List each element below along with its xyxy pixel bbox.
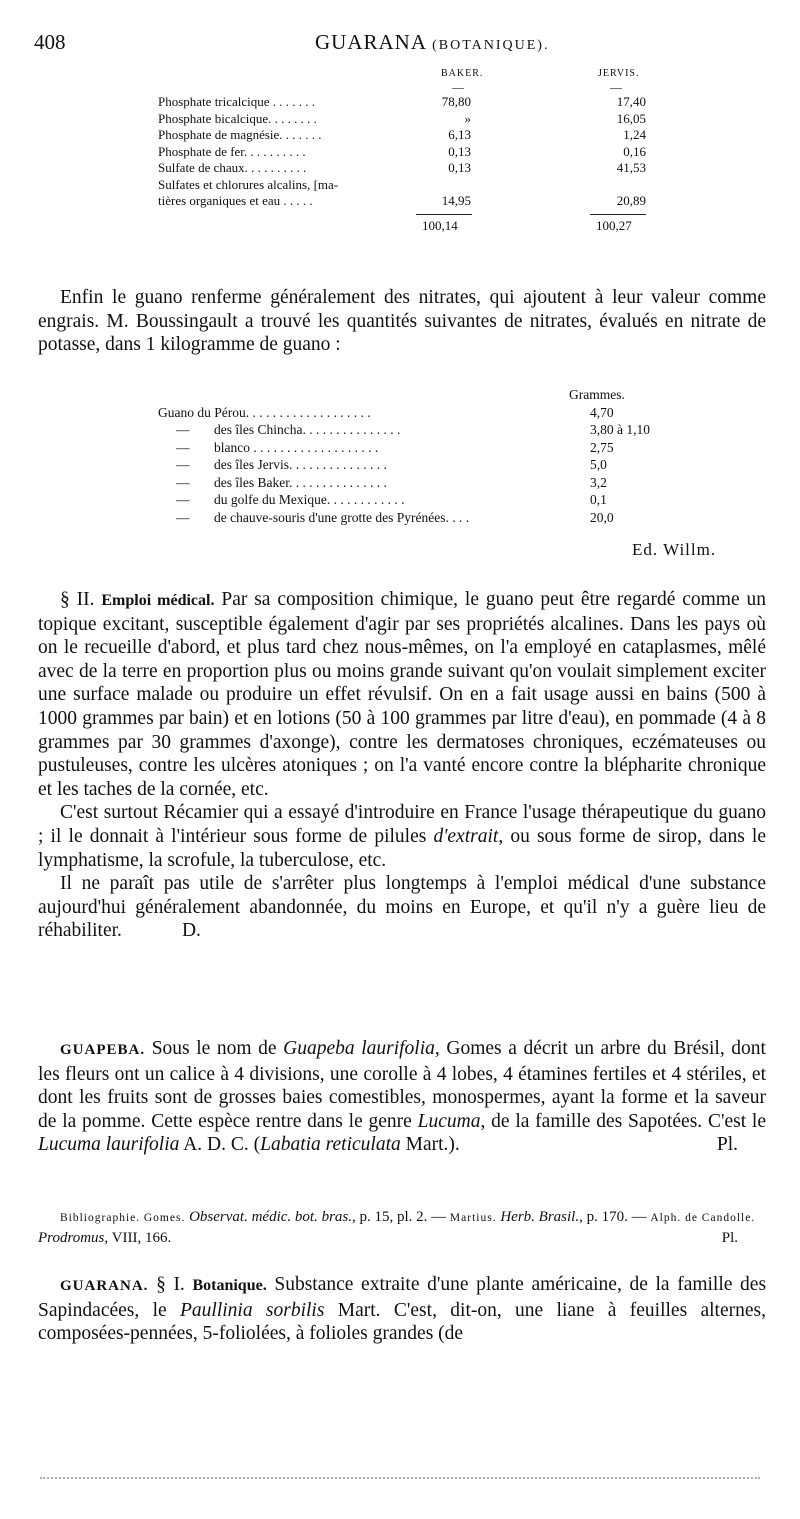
row-value-jervis: 20,89 [616, 193, 646, 208]
total-rule [590, 214, 646, 215]
section-emploi-medical [38, 588, 766, 943]
running-title-paren: (BOTANIQUE). [432, 38, 550, 53]
italic-term: Paullinia sorbilis [180, 1299, 325, 1321]
row-value: 5,0 [590, 457, 607, 472]
row-value: 3,80 à 1,10 [590, 422, 650, 437]
author-signature: D. [181, 920, 201, 942]
ditto-dash: — [176, 509, 190, 525]
paragraph-text: Mart. C'est, dit-on, une liane à feuilles alternes, composées-pennées, 5-foliolées, à folioles grandes (de [38, 1299, 766, 1345]
paragraph-text: Mart.). [400, 1134, 460, 1156]
paragraph [38, 1273, 766, 1346]
citation-author: Martius. [449, 1212, 497, 1224]
entry-guapeba [38, 1037, 766, 1157]
paragraph-text: C'est surtout Récamier qui a essayé d'introduire en France l'usage thérapeutique du guano ; il le donnait à l'intérieur sous forme de pilules [38, 802, 766, 847]
row-value-jervis: 1,24 [623, 127, 646, 142]
italic-term: Lucuma laurifolia [38, 1134, 180, 1156]
table-row [158, 456, 718, 474]
entry-guarana [38, 1273, 766, 1346]
composition-table [158, 64, 658, 232]
citation-title: Herb. Brasil. [500, 1209, 580, 1225]
row-value-baker: 14,95 [441, 193, 471, 208]
paragraph [38, 1037, 766, 1157]
table-row [158, 509, 718, 527]
col-dash: — [610, 80, 622, 94]
row-value: 4,70 [590, 404, 614, 420]
row-label: des îles Jervis. . . . . . . . . . . . . . . [214, 457, 387, 472]
table-row [158, 111, 658, 128]
total-baker: 100,14 [422, 217, 458, 233]
total-jervis: 100,27 [596, 217, 632, 233]
row-value: 20,0 [590, 509, 614, 525]
row-label: des îles Baker. . . . . . . . . . . . . . . [214, 474, 387, 490]
bibliography-text [38, 1207, 766, 1248]
section-heading: Emploi médical. [101, 592, 215, 609]
row-label: Phosphate bicalcique. . . . . . . . [158, 110, 317, 126]
row-value-baker: 6,13 [448, 127, 471, 142]
section-heading: Botanique. [192, 1277, 267, 1294]
italic-term: d'extrait [433, 825, 499, 847]
citation-text: , VIII, 166. [104, 1230, 172, 1246]
table-row [158, 127, 658, 144]
table-row [158, 144, 658, 161]
table-row [158, 404, 718, 422]
col-header-jervis: JERVIS. [598, 68, 640, 79]
row-value-jervis: 17,40 [616, 94, 646, 109]
paragraph-text: , Gomes a décrit un arbre du Brésil, dont les fleurs ont un calice à 4 divisions, une corolle à 4 lobes, 4 étamines fertiles et 4 stériles, et dont les fruits sont de grosses baies comestibles, monospermes, ayant la forme et la saveur de la pomme. Cette espèce rentre dans le genre [38, 1038, 766, 1132]
nitrate-table [158, 386, 718, 526]
page-footer-rule [40, 1477, 760, 1483]
row-value-jervis: 0,16 [623, 143, 646, 159]
table-row [158, 94, 658, 111]
table-row [158, 474, 718, 492]
citation-text: , p. 15, pl. 2. — [352, 1209, 450, 1225]
row-value: 0,1 [590, 492, 607, 507]
row-value-baker: 0,13 [448, 160, 471, 175]
author-signature: Pl. [716, 1134, 738, 1156]
row-label: Sulfate de chaux. . . . . . . . . . [158, 160, 307, 175]
bibliography-guapeba [38, 1207, 766, 1248]
page-header [30, 30, 770, 60]
table-unit-row [158, 386, 718, 404]
row-label: Guano du Pérou. . . . . . . . . . . . . . . . . . . [158, 404, 371, 420]
ditto-dash: — [176, 492, 190, 507]
row-label: blanco . . . . . . . . . . . . . . . . . . . [214, 439, 379, 455]
row-label: de chauve-souris d'une grotte des Pyrénées. . . . [214, 509, 470, 525]
section-marker: § II. [60, 589, 95, 610]
composition-table-header [158, 64, 658, 80]
italic-term: Lucuma [417, 1110, 481, 1132]
table-row [158, 177, 658, 194]
paragraph-text: , ou sous forme de sirop, dans le lymphatisme, la scrofule, la tuberculose, etc. [38, 825, 766, 871]
row-value-baker: 78,80 [441, 94, 471, 109]
row-label: Phosphate tricalcique . . . . . . . [158, 94, 316, 109]
col-dash-row [158, 80, 658, 94]
row-label: des îles Chincha. . . . . . . . . . . . . . . [214, 422, 401, 437]
italic-term: Labatia reticulata [260, 1134, 401, 1156]
citation-title: Prodromus [38, 1230, 105, 1246]
ditto-dash: — [176, 422, 190, 437]
row-label: Sulfates et chlorures alcalins, [ma- [158, 176, 339, 192]
total-rule [416, 214, 472, 215]
citation-title: Observat. médic. bot. bras. [189, 1209, 352, 1225]
bibliography-label: Bibliographie. [60, 1212, 141, 1224]
paragraph-text: , de la famille des Sapotées. C'est le [480, 1110, 766, 1132]
table-row [158, 439, 718, 457]
row-label: du golfe du Mexique. . . . . . . . . . . . [214, 492, 405, 507]
row-label: Phosphate de fer. . . . . . . . . . [158, 143, 306, 159]
italic-term: Guapeba laurifolia [283, 1038, 435, 1059]
running-title [315, 30, 549, 55]
unit-label: Grammes. [569, 387, 625, 402]
paragraph-text: Enfin le guano renferme généralement des nitrates, qui ajoutent à leur valeur comme engrais. M. Boussingault a trouvé les quantités suivantes de nitrates, évalués en nitrate de potasse, dans 1 kilogramme de guano : [38, 287, 766, 356]
row-value-jervis: 16,05 [616, 110, 646, 126]
row-label: tières organiques et eau . . . . . [158, 193, 313, 208]
row-value-baker: 0,13 [448, 143, 471, 159]
paragraph [38, 801, 766, 872]
col-dash: — [452, 80, 464, 94]
citation-text: , p. 170. — [579, 1209, 651, 1225]
table-row [158, 421, 718, 439]
row-label: Phosphate de magnésie. . . . . . . [158, 127, 322, 142]
paragraph [38, 588, 766, 801]
total-row [158, 210, 658, 232]
section-marker: § I. [156, 1274, 185, 1295]
paragraph-text: Il ne paraît pas utile de s'arrêter plus longtemps à l'emploi médical d'une substance aujourd'hui généralement abandonnée, du moins en Europe, et qu'il n'y a guère lieu de réhabiliter. [38, 873, 766, 942]
paragraph-nitrates [38, 286, 766, 357]
author-signature: Pl. [721, 1230, 738, 1246]
table-row [158, 160, 658, 177]
table-row [158, 491, 718, 509]
table-row [158, 193, 658, 210]
citation-author: Alph. de Candolle. [650, 1212, 756, 1224]
ditto-dash: — [176, 439, 190, 455]
paragraph-text: Substance extraite d'une plante américaine, de la famille des Sapindacées, le [38, 1274, 767, 1321]
running-title-main: GUARANA [315, 30, 426, 54]
paragraph [38, 872, 766, 943]
entry-heading: GUAPEBA. [60, 1042, 146, 1058]
author-signature: Ed. Willm. [632, 540, 717, 559]
paragraph-text: A. D. C. ( [179, 1134, 261, 1156]
row-value: 3,2 [590, 474, 607, 490]
citation-author: Gomes. [143, 1212, 186, 1224]
ditto-dash: — [176, 457, 190, 472]
row-value-jervis: 41,53 [616, 160, 646, 175]
ditto-dash: — [176, 474, 190, 490]
entry-heading: GUARANA. [60, 1278, 149, 1294]
row-value: 2,75 [590, 439, 614, 455]
paragraph-text: Par sa composition chimique, le guano peut être regardé comme un topique excitant, susceptible également d'agir par ses propriétés alcalines. Dans les pays où on le recueille d'abord, et plus tard chez nous-mêmes, on l'a employé en cataplasmes, mêlé avec de la terre en proportion plus ou moins grande suivant qu'on voulait simplement exciter une surface malade ou produire un effet révulsif. On en a fait usage aussi en bains (500 à 1000 grammes par bain) et en lotions (50 à 100 grammes par litre d'eau), en pommade (4 à 8 grammes par 30 grammes d'axonge), contre les dermatoses chroniques, eczémateuses ou pustuleuses, contre les ulcères atoniques ; on l'a vanté encore contre la blépharite chronique et les taches de la cornée, etc. [38, 589, 766, 800]
page-number: 408 [34, 30, 66, 54]
paragraph-text: Sous le nom de [151, 1038, 284, 1059]
row-value-baker: » [464, 110, 471, 126]
col-header-baker: BAKER. [441, 68, 484, 79]
